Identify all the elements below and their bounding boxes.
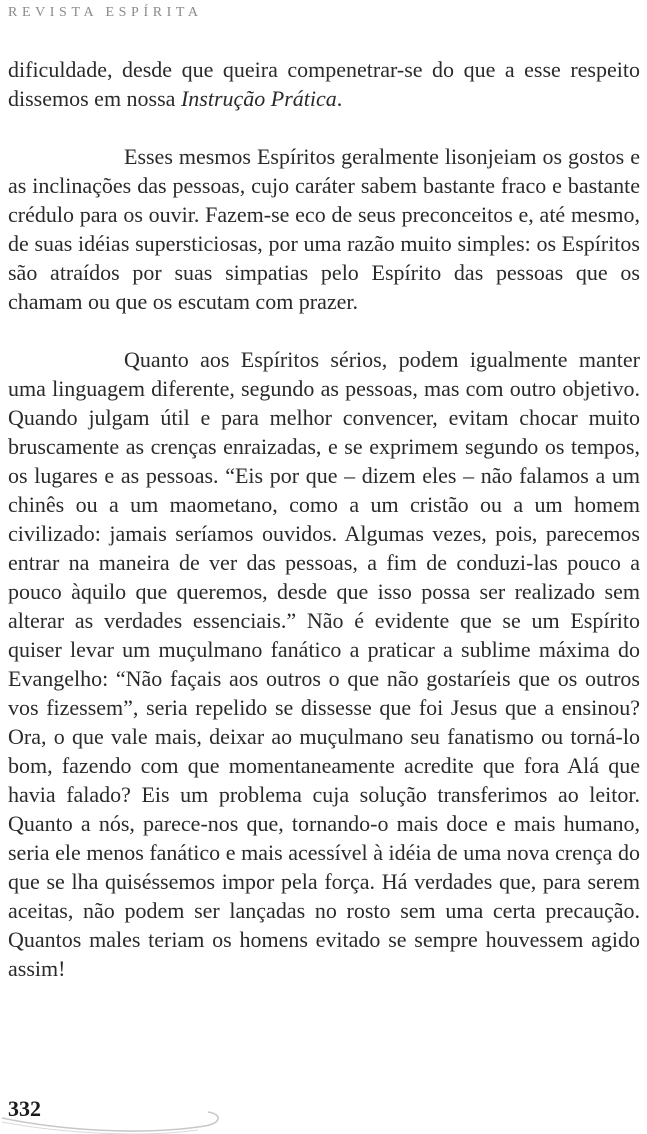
running-head: REVISTA ESPÍRITA: [8, 5, 203, 20]
book-title-italic: Instrução Prática: [180, 86, 337, 111]
body-text: [8, 55, 640, 983]
paragraph-1-text: dificuldade, desde que queira compenetrar-se do que a esse respeito dissemos em nossa: [8, 57, 640, 111]
page-number-ornament: [0, 1100, 230, 1134]
page-number: 332: [8, 1096, 41, 1121]
paragraph-3: Quanto aos Espíritos sérios, podem igualmente manter uma linguagem diferente, segundo as pessoas, mas com outro objetivo. Quando julgam útil e para melhor convencer, evitam chocar muito bruscamente as crenças enraizadas, e se exprimem segundo os tempos, os lugares e as pessoas. “Eis por que – dizem eles – não falamos a um chinês ou a um maometano, como a um cristão ou a um homem civilizado: jamais seríamos ouvidos. Algumas vezes, pois, parecemos entrar na maneira de ver das pessoas, a fim de conduzi-las pouco a pouco àquilo que queremos, desde que isso possa ser realizado sem alterar as verdades essenciais.” Não é evidente que se um Espírito quiser levar um muçulmano fanático a praticar a sublime máxima do Evangelho: “Não façais aos outros o que não gostaríeis que os outros vos fizessem”, seria repelido se dissesse que foi Jesus que a ensinou? Ora, o que vale mais, deixar ao muçulmano seu fanatismo ou torná-lo bom, fazendo com que momentaneamente acredite que fora Alá que havia falado? Eis um problema cuja solução transferimos ao leitor. Quanto a nós, parece-nos que, tornando-o mais doce e mais humano, seria ele menos fanático e mais acessível à idéia de uma nova crença do que se lha quiséssemos impor pela força. Há verdades que, para serem aceitas, não podem ser lançadas no rosto sem uma certa precaução. Quantos males teriam os homens evitado se sempre houvessem agido assim!: [8, 347, 640, 981]
paragraph-1-end: .: [336, 86, 343, 111]
paragraph-2: Esses mesmos Espíritos geralmente lisonjeiam os gostos e as inclinações das pessoas, cujo caráter sabem bastante fraco e bastante crédulo para os ouvir. Fazem-se eco de seus preconceitos e, até mesmo, de suas idéias supersticiosas, por uma razão muito simples: os Espíritos são atraídos por suas simpatias pelo Espírito das pessoas que os chamam ou que os escutam com prazer.: [8, 144, 640, 314]
paragraph-1: [8, 55, 640, 113]
